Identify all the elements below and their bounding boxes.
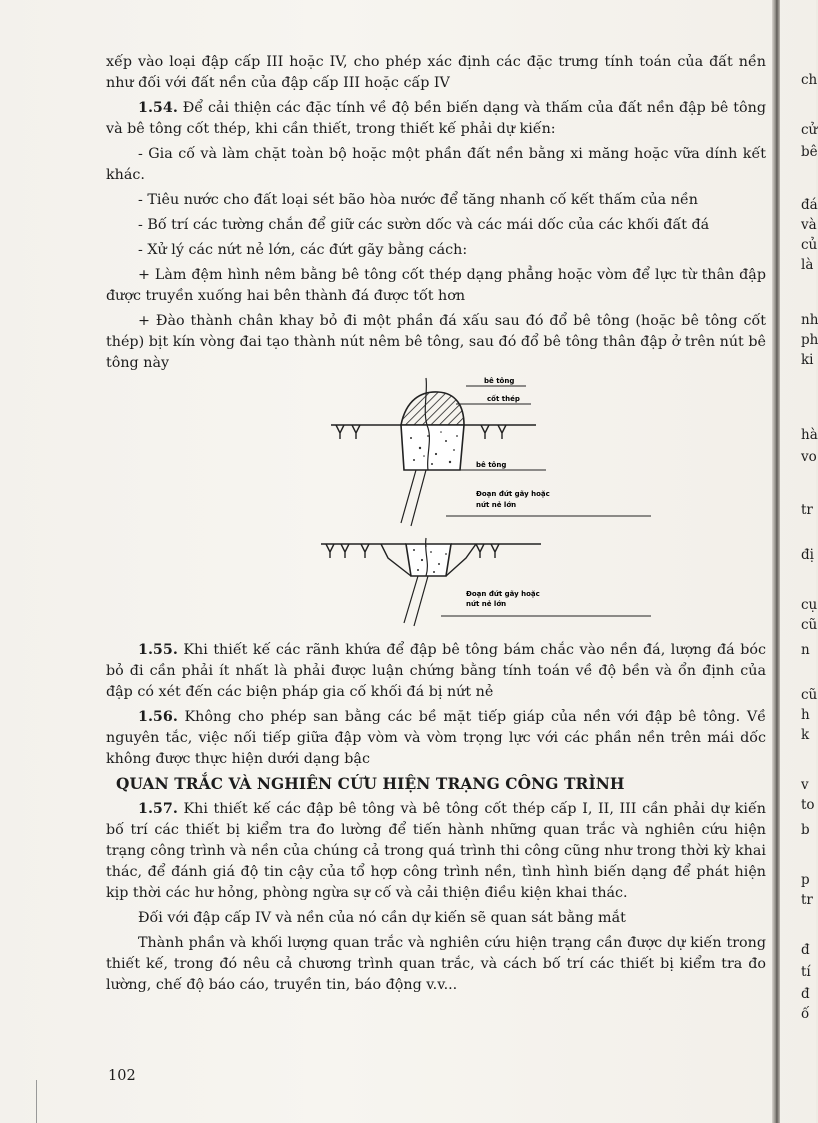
paragraph	[106, 311, 766, 374]
fault-treatment-diagram	[316, 378, 666, 628]
facing-page-text: vo	[801, 449, 817, 465]
clause-number: 1.56.	[138, 709, 178, 725]
middle-paragraphs	[106, 640, 766, 770]
facing-page-text: ố	[801, 1006, 810, 1022]
label-concrete: bê tông	[476, 461, 507, 469]
paragraph	[106, 640, 766, 703]
paragraph-text: Không cho phép san bằng các bề mặt tiếp giáp của nền với đập bê tông. Về nguyên tắc, việc nối tiếp giữa đập vòm và vòm trọng lực với các phần nền trên mái dốc không được thực hiện dưới dạng bậc	[106, 709, 766, 767]
section-heading: QUAN TRẮC VÀ NGHIÊN CỨU HIỆN TRẠNG CÔNG TRÌNH	[116, 775, 625, 793]
facing-page-text: tr	[801, 502, 813, 518]
paragraph-text: + Đào thành chân khay bỏ đi một phần đá xấu sau đó đổ bê tông (hoặc bê tông cốt thép) bịt kín vòng đai tạo thành nút nêm bê tông, sau đó đổ bê tông thân đập ở trên nút bê tông này	[106, 313, 766, 371]
facing-page-text: k	[801, 727, 810, 743]
facing-page-text: bê	[801, 144, 818, 160]
paragraph-text: Khi thiết kế các rãnh khứa để đập bê tông bám chắc vào nền đá, lượng đá bóc bỏ đi cần phải ít nhất là phải được luận chứng bằng tính toán về độ bền và ổn định của đập có xét đến các biện pháp gia cố khối đá bị nứt nẻ	[106, 642, 766, 700]
facing-page-text: p	[801, 872, 810, 888]
paragraph	[106, 908, 766, 929]
book-gutter-shadow	[772, 0, 780, 1123]
paragraph-text: Để cải thiện các đặc tính về độ bền biến dạng và thấm của đất nền đập bê tông và bê tông cốt thép, khi cần thiết, trong thiết kế phải dự kiến:	[106, 100, 766, 137]
clause-number: 1.54.	[138, 100, 178, 116]
lower-detail	[321, 538, 651, 626]
clause-number: 1.55.	[138, 642, 178, 658]
paragraph-text: - Gia cố và làm chặt toàn bộ hoặc một phần đất nền bằng xi măng hoặc vữa dính kết khác.	[106, 146, 766, 183]
paragraph	[106, 52, 766, 94]
paragraph	[106, 190, 766, 211]
facing-page-text: ch	[801, 72, 818, 88]
paragraph	[106, 240, 766, 261]
paragraph	[106, 707, 766, 770]
paragraph-text: - Xử lý các nứt nẻ lớn, các đứt gãy bằng cách:	[138, 242, 468, 258]
main-text-column	[106, 52, 766, 1000]
facing-page-text: đị	[801, 547, 814, 563]
paragraph	[106, 799, 766, 904]
paragraph-text: xếp vào loại đập cấp III hoặc IV, cho phép xác định các đặc trưng tính toán của đất nền như đối với đất nền của đập cấp III hoặc cấp IV	[106, 54, 766, 91]
upper-detail	[331, 377, 651, 526]
facing-page-text: b	[801, 822, 810, 838]
page-number: 102	[108, 1068, 136, 1084]
facing-page-text: đá	[801, 197, 818, 213]
paragraph-text: - Bố trí các tường chắn để giữ các sườn dốc và các mái dốc của các khối đất đá	[138, 217, 710, 233]
paragraph-text: Đối với đập cấp IV và nền của nó cần dự kiến sẽ quan sát bằng mắt	[138, 910, 626, 926]
facing-page-text: cụ	[801, 597, 818, 613]
facing-page-text: cử	[801, 122, 818, 138]
facing-page-text: củ	[801, 237, 818, 253]
label-fault-2a: Đoạn đứt gãy hoặc	[466, 590, 540, 598]
top-paragraphs	[106, 52, 766, 374]
facing-page-text: tí	[801, 964, 811, 980]
facing-page-text: v	[801, 777, 809, 793]
paragraph-text: + Làm đệm hình nêm bằng bê tông cốt thép dạng phẳng hoặc vòm để lực từ thân đập được truyền xuống hai bên thành đá được tốt hơn	[106, 267, 766, 304]
facing-page-text: tr	[801, 892, 813, 908]
facing-page-text: n	[801, 642, 810, 658]
facing-page-text: và	[801, 217, 817, 233]
paragraph	[106, 144, 766, 186]
facing-page-text: ph	[801, 332, 818, 348]
paragraph	[106, 933, 766, 996]
label-top-concrete: bê tông	[484, 377, 515, 385]
paragraph-text: - Tiêu nước cho đất loại sét bão hòa nước để tăng nhanh cố kết thấm của nền	[138, 192, 698, 208]
concrete-wedge-plug	[406, 544, 451, 576]
reinforced-concrete-cap	[401, 392, 464, 425]
label-fault-1a: Đoạn đứt gãy hoặc	[476, 490, 550, 498]
facing-page-text: cũ	[801, 687, 818, 703]
paragraph	[106, 265, 766, 307]
facing-page-fragment	[797, 0, 816, 1123]
label-fault-2b: nứt nẻ lớn	[466, 600, 507, 608]
facing-page-text: đ	[801, 986, 810, 1002]
paragraph	[106, 98, 766, 140]
page-edge-mark	[36, 1080, 37, 1123]
facing-page-text: là	[801, 257, 814, 273]
paragraph-text: Khi thiết kế các đập bê tông và bê tông cốt thép cấp I, II, III cần phải dự kiến bố trí các thiết bị kiểm tra đo lường để tiến hành những quan trắc và nghiên cứu hiện trạng công trình và nền của chúng cả trong quá trình thi công cũng như trong thời kỳ khai thác, để đánh giá độ tin cậy của tổ hợp công trình nền, tình hình biến dạng để phát hiện kịp thời các hư hỏng, phòng ngừa sự cố và cải thiện điều kiện khai thác.	[106, 801, 766, 901]
label-rebar: cốt thép	[487, 395, 520, 403]
clause-number: 1.57.	[138, 801, 178, 817]
label-fault-1b: nứt nẻ lớn	[476, 501, 517, 509]
facing-page-text: nh	[801, 312, 818, 328]
facing-page-text: cũ	[801, 617, 818, 633]
facing-page-text: h	[801, 707, 810, 723]
facing-page-text: ki	[801, 352, 814, 368]
dam-foundation-figure	[106, 378, 766, 628]
facing-page-text: to	[801, 797, 815, 813]
facing-page-text: hà	[801, 427, 818, 443]
bottom-paragraphs	[106, 799, 766, 996]
paragraph-text: Thành phần và khối lượng quan trắc và nghiên cứu hiện trạng cần được dự kiến trong thiết kế, trong đó nêu cả chương trình quan trắc, và cách bố trí các thiết bị kiểm tra đo lường, chế độ báo cáo, truyền tin, báo động v.v...	[106, 935, 766, 993]
paragraph	[106, 215, 766, 236]
facing-page-text: đ	[801, 942, 810, 958]
